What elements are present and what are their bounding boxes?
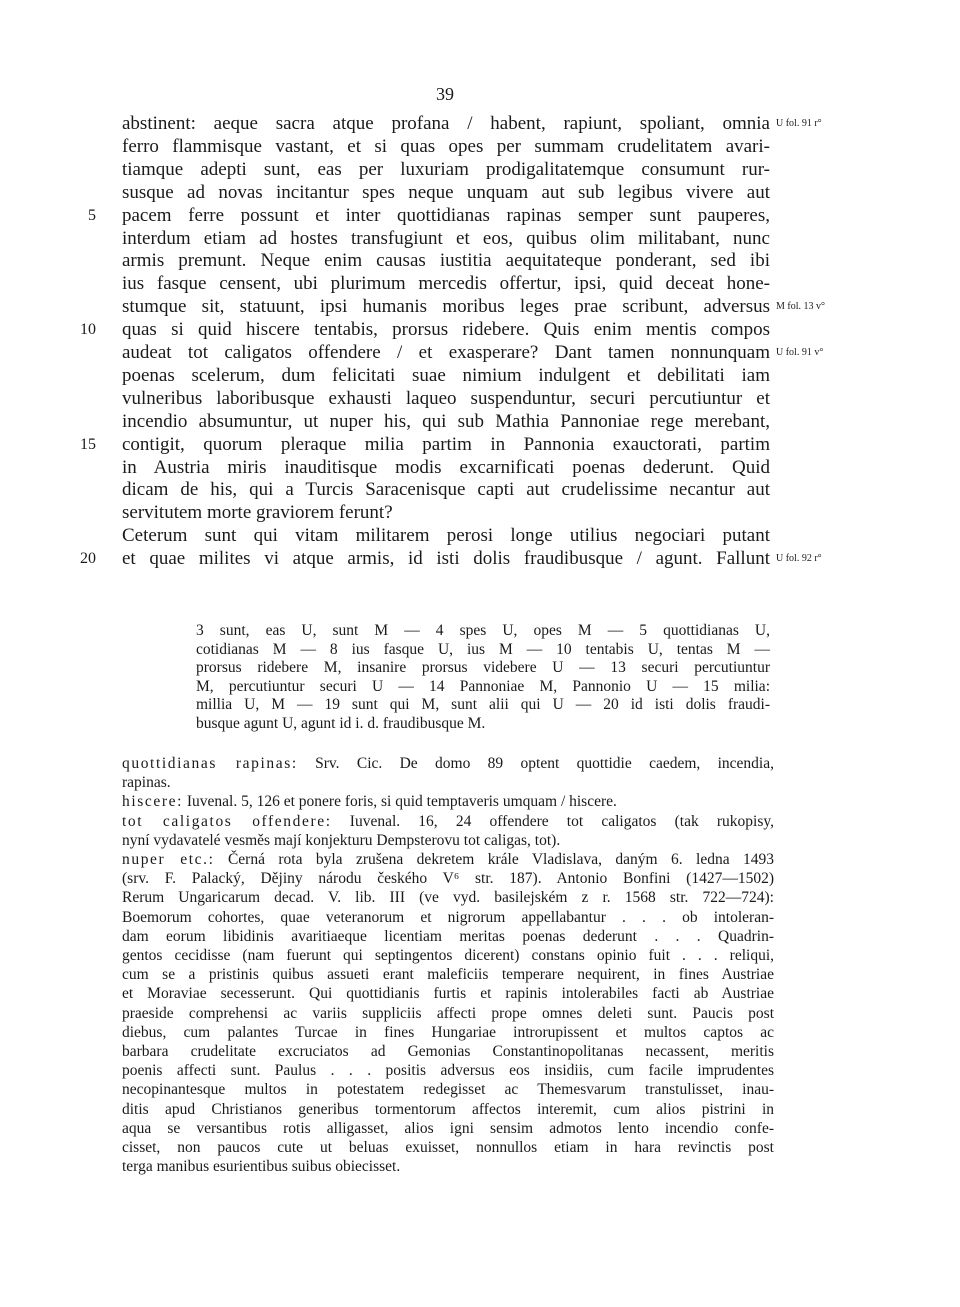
commentary-text: rapinas. [122,774,171,792]
text-line: audeat tot caligatos offendere / et exasperare? Dant tamen nonnunquam [122,342,770,363]
commentary-text: diebus, cum palantes Turcae in fines Hungariae introrupissent et multos captos ac [122,1023,774,1041]
text-line: et quae milites vi atque armis, id isti dolis fraudibusque / agunt. Fallunt [122,548,770,570]
commentary-text: et Moraviae secesserunt. Qui quottidianis furtis et rapinis intolerabiles facti ab Austriae [122,985,774,1003]
commentary-text: dam eorum libidinis avaritiaeque licentiam meritas poenas dederunt . . . Quadrin- [122,927,774,945]
commentary-line [122,1119,774,1138]
commentary-line [122,1080,774,1099]
folio-margin-note: U fol. 91 r° [776,118,822,129]
apparatus-line: millia U, M — 19 sunt qui M, sunt alii qui U — 20 id isti dolis fraudi- [196,696,770,713]
folio-margin-note: U fol. 91 v° [776,347,824,358]
apparatus-line: prorsus ridebere M, insanire prorsus videbere U — 13 securi percutiuntur [196,659,770,676]
commentary-text: Rerum Ungaricarum decad. V. lib. III (ve vyd. basilejském z r. 1568 str. 722—724): [122,889,774,907]
text-line: armis premunt. Neque enim causas iustitia aequitateque ponderant, sed ibi [122,250,770,272]
commentary-line [122,1004,774,1023]
commentary-lemma: tot caligatos offendere: [122,812,332,830]
text-line: in Austria miris inauditisque modis excarnificati poenas dederunt. Quid [122,456,770,478]
folio-margin-note: U fol. 92 r° [776,553,822,565]
commentary-line [122,1138,774,1157]
commentary-line [122,792,774,811]
text-line: ferro flammisque vastant, et si quas opes per summam crudelitatem avari- [122,135,770,157]
text-line: interdum etiam ad hostes transfugiunt et eos, quibus olim militabant, nunc [122,227,770,249]
commentary-text: Černá rota byla zrušena dekretem krále Vladislava, daným 6. ledna 1493 [214,851,774,868]
commentary-text: cum se a pristinis quibus assueti erant maleficiis temperare nequirent, in fines Austriae [122,966,774,984]
apparatus-line: M, percutiuntur securi U — 14 Pannoniae M, Pannonio U — 15 milia: [196,677,770,695]
commentary-text: gentos cecidisse (nam fuerunt qui septingentos dicerent) constans opinio fuit . . . reliqui, [122,947,774,964]
apparatus-line: cotidianas M — 8 ius fasque U, ius M — 10 tentabis U, tentas M — [196,640,770,658]
commentary-text: Srv. Cic. De domo 89 optent quottidie caedem, incendia, [297,755,774,772]
commentary-lemma: nuper etc.: [122,851,215,868]
commentary-text: aqua se versantibus rotis alligasset, alios igni sensim admotos lento incendio confe- [122,1119,774,1137]
commentary-line [122,850,774,869]
commentary-line [122,812,774,831]
text-line: pacem ferre possunt et inter quottidianas rapinas semper sunt pauperes, [122,204,770,226]
commentary-text: Iuvenal. 5, 126 et ponere foris, si quid temptaveris umquam / hiscere. [183,793,617,811]
text-line: dicam de his, qui a Turcis Saracenisque capti aut crudelissime necantur aut [122,479,770,501]
text-line: abstinent: aeque sacra atque profana / habent, rapiunt, spoliant, omnia [122,113,770,134]
commentary-text: Iuvenal. 16, 24 offendere tot caligatos (tak rukopisy, [331,812,774,830]
text-line: stumque sit, statuunt, ipsi humanis moribus leges prae scribunt, adversus [122,296,770,318]
text-line: poenas scelerum, dum felicitati suae nimium indulgent et debilitati iam [122,364,770,386]
commentary-line [122,1157,774,1176]
folio-margin-note: M fol. 13 v° [776,301,825,313]
text-line: contigit, quorum pleraque milia partim in Pannonia exauctorati, partim [122,433,770,455]
text-line: ius fasque censent, ubi plurimum mercedis offertur, ipsi, quid deceat hone- [122,273,770,295]
commentary-line [122,965,774,984]
commentary-line [122,754,774,773]
commentary-line [122,1023,774,1042]
text-line: vulneribus laboribusque exhausti laqueo suspenduntur, securi percutiuntur et [122,387,770,409]
line-number: 15 [80,435,96,453]
text-line: tiamque adepti sunt, eas per luxuriam prodigalitatemque consumunt rur- [122,158,770,180]
commentary-text: necopinantesque multos in potestatem redegisset ac Themesvarum transtulisset, inau- [122,1081,774,1099]
commentary-text: Boemorum cohortes, quae veteranorum et nigrorum appellabantur . . . ob intoleran- [122,908,774,926]
text-line: Ceterum sunt qui vitam militarem perosi longe utilius negociari putant [122,525,770,547]
text-line: susque ad novas incitantur spes neque unquam aut sub legibus vivere aut [122,181,770,203]
commentary-line [122,773,774,792]
commentary-lemma: quottidianas rapinas: [122,755,298,772]
commentary-text: praeside comprehensi ac variis suppliciis affecti prope omnes deleti sunt. Paucis post [122,1004,774,1022]
line-number: 5 [88,206,96,224]
commentary-line [122,888,774,907]
text-line: quas si quid hiscere tentabis, prorsus ridebere. Quis enim mentis compos [122,319,770,341]
commentary-line [122,831,774,850]
commentary-text: (srv. F. Palacký, Dějiny národu českého V⁶ str. 187). Antonio Bonfini (1427—1502) [122,870,774,888]
commentary-line [122,927,774,946]
commentary-line [122,984,774,1003]
commentary-lemma: hiscere: [122,793,183,811]
apparatus-line: 3 sunt, eas U, sunt M — 4 spes U, opes M — 5 quottidianas U, [196,622,770,639]
page-number: 39 [436,84,454,104]
commentary-text: barbara crudelitate excruciatos ad Gemonias Constantinopolitanas necassent, meritis [122,1043,774,1060]
commentary-line [122,946,774,965]
text-line: incendio absumuntur, ut nuper his, qui sub Mathia Pannoniae rege merebant, [122,410,770,432]
commentary-text: terga manibus esurientibus suibus obiecisset. [122,1158,401,1176]
text-line: servitutem morte graviorem ferunt? [122,502,393,524]
commentary-line [122,1100,774,1119]
commentary-text: nyní vydavatelé vesměs mají konjekturu Dempsterovu tot caligas, tot). [122,831,561,849]
commentary-line [122,1061,774,1080]
commentary-text: cisset, non paucos cute ut beluas exuisset, nonnullos etiam in hara revinctis post [122,1139,774,1156]
commentary-text: ditis apud Christianos generibus tormentorum affectos interemit, cum alios pistrini in [122,1100,774,1118]
apparatus-line: busque agunt U, agunt id i. d. fraudibusque M. [196,714,486,732]
commentary-text: poenis affecti sunt. Paulus . . . positis adversus eos insidiis, cum facile imprudentes [122,1062,774,1080]
line-number: 10 [80,321,96,339]
line-number: 20 [80,550,96,568]
commentary-line [122,869,774,888]
commentary-line [122,1042,774,1061]
commentary-line [122,908,774,927]
